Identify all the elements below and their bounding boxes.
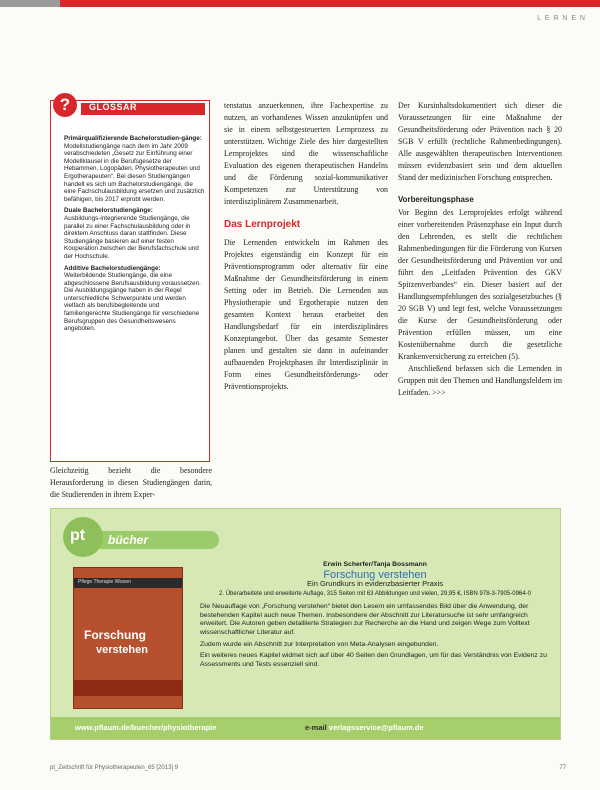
email-address: verlagsservice@pflaum.de	[328, 723, 424, 732]
glossar-entry	[64, 265, 206, 333]
glossar-definition: Weiterbildende Studiengänge, die eine abgeschlossene Berufsausbildung voraussetzen. Die Ausbildungsgänge haben in der Regel unterschiedliche Schwerpunkte und werden vielfach als berufsbegleitende und familiengerechte Studiengänge für verschiedene Berufsgruppen des Gesundheitswesens angeboten.	[64, 272, 201, 333]
book-cover-band	[74, 680, 182, 696]
email-label: e-mail	[305, 723, 327, 732]
top-color-bar	[0, 0, 600, 7]
paragraph: Anschließend befassen sich die Lernenden in Gruppen mit den Themen und Handlungsfeldern im Leitfaden. >>>	[398, 364, 562, 397]
subsection-heading: Vorbereitungsphase	[398, 195, 474, 204]
ad-paragraph: Die Neuauflage von „Forschung verstehen“ bietet den Lesern ein umfassendes Bild über die Anwendung, der bestehenden Kapitel auch neue Themen. Insbesondere der Abschnitt zur Literatursuche ist sehr umfangreich erweitert. Die Autoren geben detaillierte Strategien zur Recherche an die Hand und zeigen Wege zum Volltext wissenschaftlicher Literatur auf.	[200, 603, 530, 636]
book-title-line2: verstehen	[96, 644, 148, 656]
glossar-term: Primärqualifizierende Bachelorstudien-gänge:	[64, 135, 202, 142]
middle-column	[224, 100, 388, 393]
book-authors: Erwin Scherfer/Tanja Bossmann	[323, 561, 427, 568]
page-number: 77	[559, 765, 566, 771]
top-grey-segment	[0, 0, 60, 7]
glossar-entry	[64, 207, 206, 260]
glossar-title: GLOSSAR	[89, 102, 138, 112]
paragraph: Gleichzeitig bezieht die besondere Herausforderung in diesen Studiengängen darin, die Studierenden in ihrem Exper-	[50, 466, 212, 499]
email-link[interactable]	[305, 717, 424, 739]
left-column-text	[50, 465, 212, 501]
question-mark-icon: ?	[53, 93, 77, 117]
brand-name: bücher	[108, 533, 149, 547]
glossar-definition: Ausbildungs-integrierende Studiengänge, die parallel zu einer Fachschulausbildung oder in direktem Anschluss daran stattfinden. Diese Studiengänge basieren auf einer festen Kooperation zwischen der Berufsfachschule und der Hochschule.	[64, 214, 199, 260]
section-heading: Das Lernprojekt	[224, 219, 301, 230]
ad-description	[200, 561, 550, 672]
ad-paragraph: Zudem wurde ein Abschnitt zur Interpretation von Meta-Analysen eingebunden.	[200, 640, 439, 648]
book-cover	[73, 567, 183, 709]
glossar-entry	[64, 135, 206, 203]
paragraph: Die Lernenden entwickeln im Rahmen des Projektes eigenständig ein Konzept für ein Präventionsprogramm oder alternativ für eine Maßnahme der Gesundheitsförderung in einem Setting oder im Betrieb. Die Lernenden aus Physiotherapie und Ergotherapie nutzen den gesamten Kontext heraus erarbeitet den Handlungsbedarf für ein interdisziplinäres Konzeptangebot. Über das gesamte Semester planen und gestalten sie dann in aufeinander aufbauenden Projektphasen ihr Interdisziplinär in Form eines Gesundheitsförderungs- oder Präventionsprojekts.	[224, 238, 388, 391]
publisher-url-link[interactable]: www.pflaum.de/buecher/physiotherapie	[75, 723, 217, 732]
paragraph: Vor Beginn des Lernprojektes erfolgt während einer vorbereitenden Präsenzphase ein Input durch den Lehrenden, es stellt die rechtlichen Rahmenbedingungen für die Förderung von Kursen der Gesundheitsförderung und Prävention vor und führt den „Leitfaden Prävention des GKV Spitzenverbandes“ ein. Dieser basiert auf der Handlungsempfehlungen des sozialgesetzbuches (§ 20 SGB V) und legt fest, welche Voraussetzungen die Kurse der Gesundheitsförderung oder Prävention erfüllen müssen, um eine Kostenübernahme durch die gesetzliche Krankenversicherung zu erreichen (5).	[398, 208, 562, 361]
paragraph: Der Kursinhaltsdokumentiert sich dieser die Voraussetzungen für eine Maßnahme der Gesundheitsförderung oder Prävention nach § 20 SGB V erfüllt (rechtliche Rahmenbedingungen). Alle ausgewählten therapeutischen Interventionen müssen evidenzbasiert sein und dem aktuellen Stand der medizinischen Forschung entsprechen.	[398, 101, 562, 182]
ad-footer-bar	[51, 717, 560, 739]
book-title-line1: Forschung	[84, 628, 146, 642]
book-series: Pflege Therapie Wissen	[78, 579, 131, 585]
glossar-definition: Modellstudiengänge nach dem im Jahr 2009 verabschiedeten „Gesetz zur Einführung einer Modellklausel in die Berufsgesetze der Hebammen, Logopäden, Physiotherapeuten und Ergotherapeuten“. Bei diesen Studiengängen handelt es sich um Bachelorstudiengänge, die eine Fachschulausbildung ersetzen und zusätzlich befähigen, bis 2017 erprobt werden.	[64, 142, 205, 203]
journal-footer: pt_Zeitschrift für Physiotherapeuten_65 [2013] 9	[50, 765, 179, 771]
glossar-term: Additive Bachelorstudiengänge:	[64, 264, 161, 272]
section-label: L E R N E N	[537, 15, 586, 22]
book-title: Forschung verstehen	[323, 568, 427, 581]
glossar-box	[50, 95, 210, 462]
paragraph: tenstatus anzuerkennen, ihre Fachexpertise zu nutzen, an vorhandenes Wissen anzuknüpfen und sie in einem selbstgesteuerten Lernprozess zu unterstützen. Wichtige Ziele des hier dargestellten Lernprojektes sind die wissenschaftliche Evaluation des eigenen therapeutischen Handelns und die Förderung sozial-kommunikativer Kompetenzen zur Unterstützung von interdisziplinärem Zusammenarbeit.	[224, 101, 388, 206]
right-column	[398, 100, 562, 399]
glossar-body	[64, 135, 206, 337]
glossar-term: Duale Bachelorstudiengänge:	[64, 207, 153, 215]
book-meta: 2. Überarbeitete und erweiterte Auflage, 315 Seiten mit 63 Abbildungen und vielen, 29,95 €, ISBN 978-3-7905-0964-0	[219, 590, 531, 597]
ad-paragraph: Ein weiteres neues Kapitel widmet sich auf über 40 Seiten den Grundlagen, um für das Verständnis von Evidenz zu Assessments und Tests essenziell sind.	[200, 652, 547, 668]
book-subtitle: Ein Grundkurs in evidenzbasierter Praxis	[307, 579, 443, 589]
logo-text: pt	[70, 527, 86, 544]
glossar-header	[51, 95, 209, 115]
book-advertisement[interactable]	[50, 508, 561, 740]
